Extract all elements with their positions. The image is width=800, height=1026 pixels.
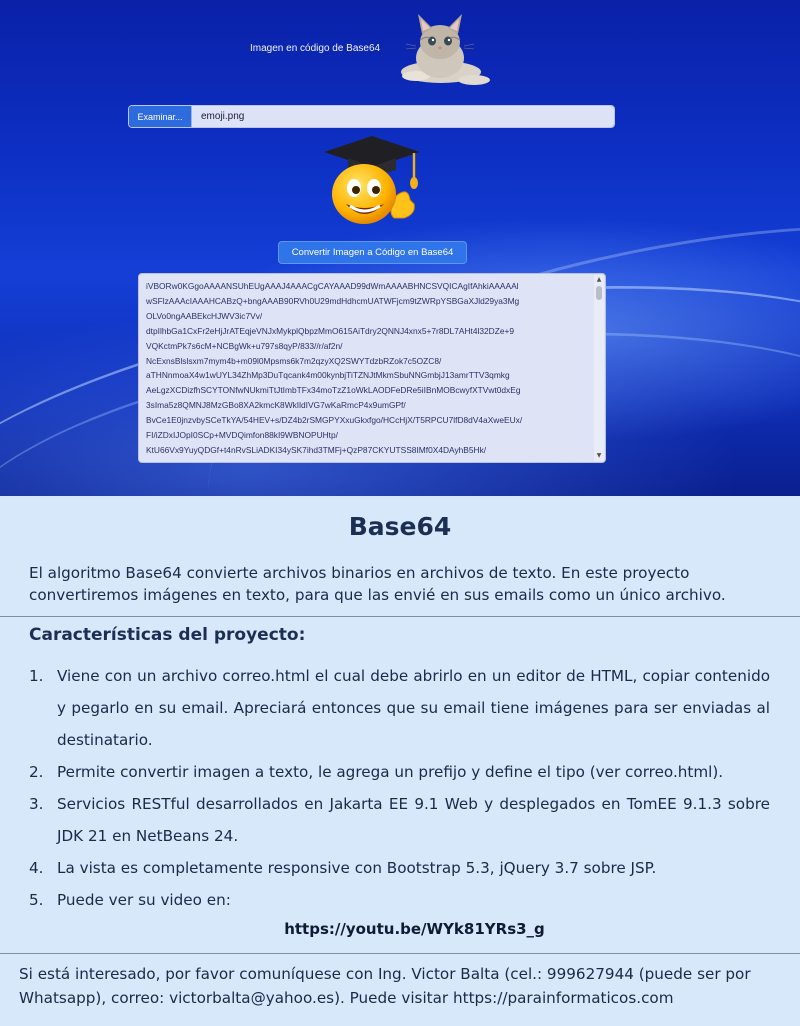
feature-text: Puede ver su video en: [57,891,231,909]
feature-number: 1. [29,667,44,685]
feature-number: 3. [29,795,44,813]
graduate-emoji-icon [318,134,424,230]
divider [0,953,800,954]
features-list [29,660,770,916]
vertical-scrollbar[interactable] [594,275,604,461]
kitten-logo-icon [386,10,492,88]
feature-number: 4. [29,859,44,877]
code-line: AeLgzXCDizfhSCYTONfwNUkmiTtJtImbTFx34moTzZ1oWkLAODFeDRe5iIBnMOBcwyfXTVwt0dxEg [146,385,521,396]
code-line: aTHNnmoaX4w1wUYL34ZhMp3DuTqcank4m00kynbjTiTZNJtMkmSbuNNGmbjJ13amrTTV3qmkg [146,370,510,381]
selected-file-name[interactable]: emoji.png [192,106,614,127]
feature-text: La vista es completamente responsive con Bootstrap 5.3, jQuery 3.7 sobre JSP. [57,859,657,877]
code-line: iVBORw0KGgoAAAANSUhEUgAAAJ4AAACgCAYAAAD99dWmAAAABHNCSVQICAgIfAhkiAAAAAl [146,281,519,291]
feature-item [29,852,770,884]
features-heading: Características del proyecto: [29,625,306,645]
feature-item [29,660,770,756]
feature-item [29,788,770,852]
hero-banner [0,0,800,496]
code-line: 3sIma5z8QMNJ8MzGBo8XA2kmcK8WkIldIVG7wKaRmcP4x9umGPf/ [146,400,406,411]
feature-text: Permite convertir imagen a texto, le agrega un prefijo y define el tipo (ver correo.html). [57,763,724,781]
convert-to-base64-button[interactable]: Convertir Imagen a Código en Base64 [278,241,467,264]
code-line: OLVo0ngAABEkcHJWV3ic7Vv/ [146,310,263,321]
feature-text: Servicios RESTful desarrollados en Jakarta EE 9.1 Web y desplegados en TomEE 9.1.3 sobre JDK 21 en NetBeans 24. [57,795,770,845]
base64-output-textarea[interactable] [138,273,606,463]
contact-footer: Si está interesado, por favor comuníquese con Ing. Victor Balta (cel.: 999627944 (puede ser por Whatsapp), correo: victorbalta@yahoo.es). Puede visitar https://parainformaticos.com [19,965,751,1007]
scroll-down-icon[interactable]: ▼ [596,452,602,459]
code-line: dtpIlhbGa1CxFr2eHjJrATEqjeVNJxMykplQbpzMmO615AiTdry2QNNJ4xnx5+7r8DL7AHt4l32DZe+9 [146,325,515,336]
code-line: VQKctmPk7s6cM+NCBgWk+u797s8qyP/833//r/af2n/ [146,340,343,351]
feature-text: Viene con un archivo correo.html el cual debe abrirlo en un editor de HTML, copiar contenido y pegarlo en su email. Apreciará entonces que su email tiene imágenes para ser enviadas al destinatario. [57,667,770,749]
code-line: wSFlzAAAcIAAAHCABzQ+bngAAAB90RVh0U29mdHdhcmUATWFjcm9tZWRpYSBGaXJld29ya3Mg [146,295,520,306]
base64-output-text [146,279,594,458]
intro-paragraph: El algoritmo Base64 convierte archivos binarios en archivos de texto. En este proyecto convertiremos imágenes en texto, para que las envié en sus emails como un único archivo. [29,564,726,604]
feature-number: 2. [29,763,44,781]
video-link[interactable]: https://youtu.be/WYk81YRs3_g [284,920,545,938]
code-line: NcExnsBlslsxm7mym4b+m09l0Mpsms6k7m2qzyXQ2SWYTdzbRZok7c5OZC8/ [146,355,442,366]
code-line: KtU66Vx9YuyQDGf+t4nRvSLiADKI34ySK7ihd3TMFj+QzP87CKYUTSS8IMf0X4DAyhB5Hk/ [146,444,487,455]
section-title: Base64 [348,512,452,541]
scrollbar-thumb[interactable] [596,286,602,300]
scroll-up-icon[interactable]: ▲ [596,276,602,283]
code-line: FI/iZDxIJOpI0SCp+MVDQimfon88kI9WBNOPUHtp/ [146,430,338,441]
feature-number: 5. [29,891,44,909]
browse-button[interactable]: Examinar... [129,106,192,127]
feature-item [29,884,770,916]
feature-item [29,756,770,788]
code-line: BvCe1E0jnzvbySCeTkYA/54HEV+s/DZ4b2rSMGPYXxuGkxfgo/HCcHjX/T5RPCU7lfD8dV4aXweEUx/ [146,415,523,426]
divider [0,616,800,617]
app-title: Imagen en código de Base64 [250,43,381,54]
file-picker[interactable] [128,105,615,128]
